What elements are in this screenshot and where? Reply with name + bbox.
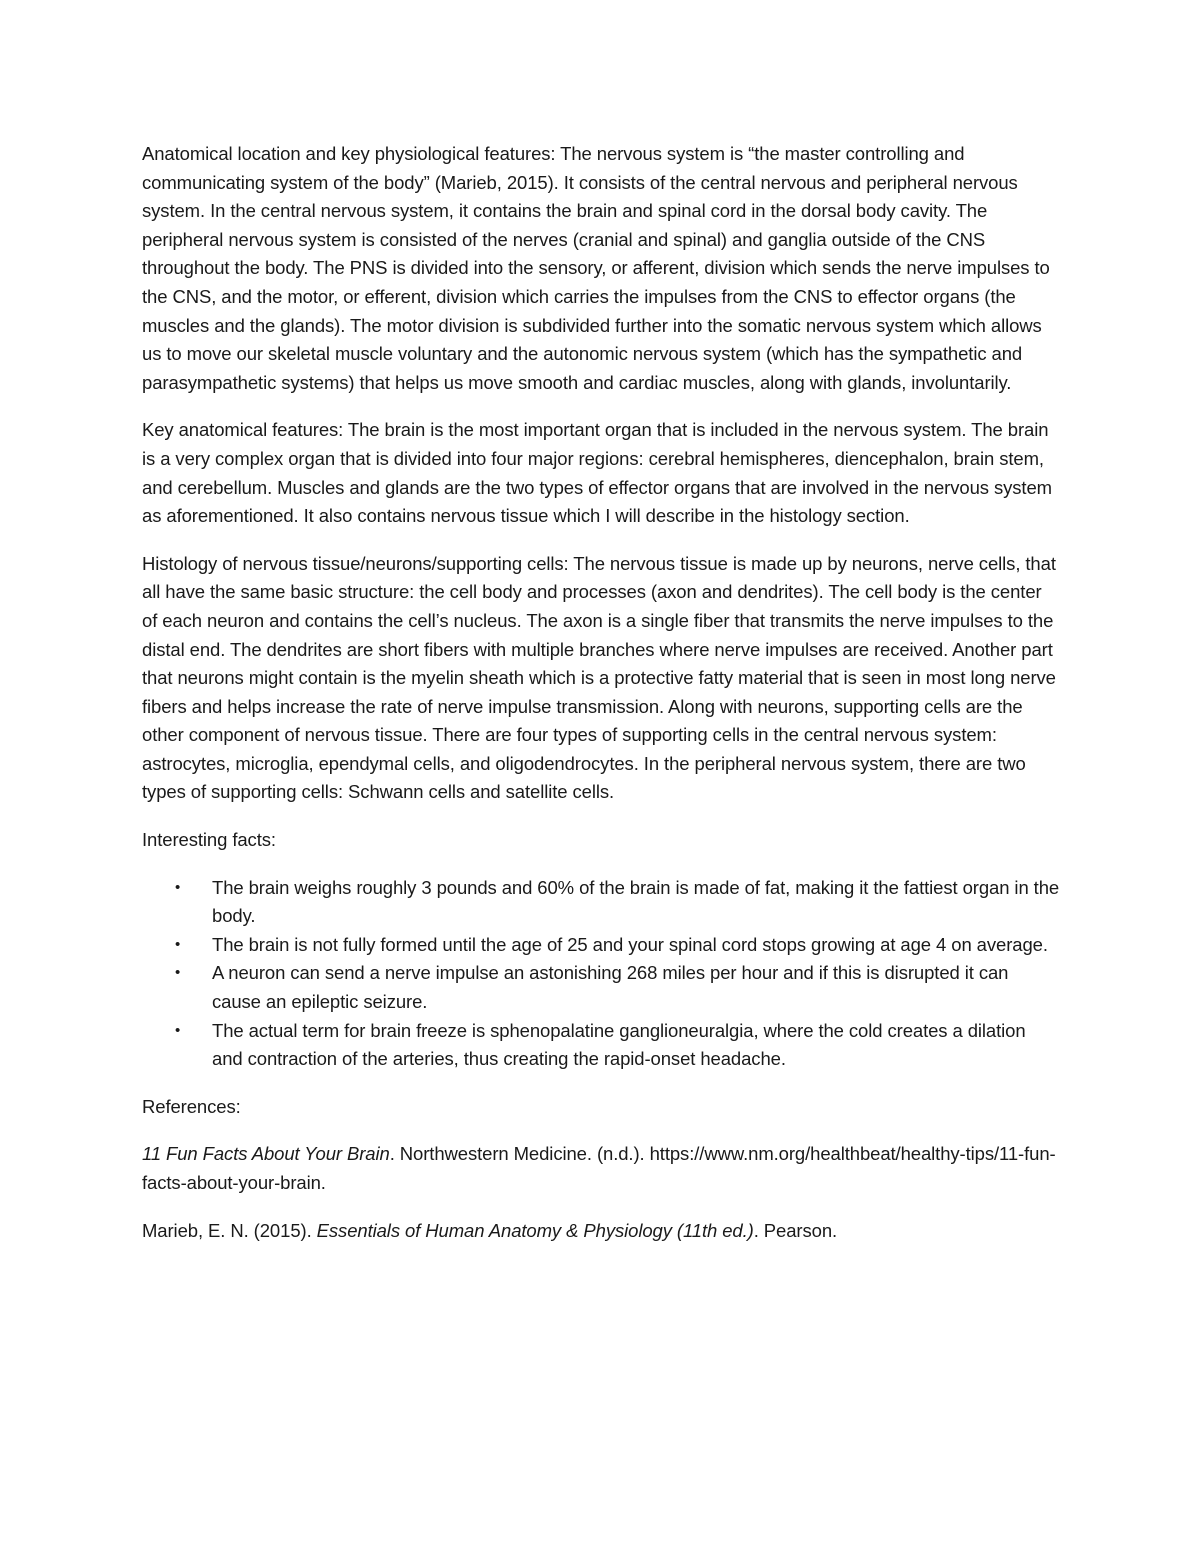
bullet-icon: •	[175, 878, 181, 896]
bullet-icon: •	[175, 1021, 181, 1039]
paragraph-key-anatomical-features: Key anatomical features: The brain is the most important organ that is included in the nervous system. The brain is a very complex organ that is divided into four major regions: cerebral hemispheres, diencephalon, brain stem, and cerebellum. Muscles and glands are the two types of effector organs that are involved in the nervous system as aforementioned. It also contains nervous tissue which I will describe in the histology section.	[142, 419, 1052, 527]
reference-entry-2	[142, 1217, 1060, 1246]
fact-text: A neuron can send a nerve impulse an astonishing 268 miles per hour and if this is disrupted it can cause an epileptic seizure.	[212, 962, 1009, 1013]
reference-1-details: . Northwestern Medicine. (n.d.). https://www.nm.org/healthbeat/healthy-tips/11-fun-facts-about-your-brain.	[142, 1143, 1056, 1193]
document-page	[142, 140, 1060, 1264]
reference-entry-1	[142, 1140, 1060, 1197]
fact-item	[142, 959, 1060, 1016]
fact-item	[142, 874, 1060, 931]
reference-2-details: . Pearson.	[753, 1219, 838, 1241]
facts-list	[142, 874, 1060, 1074]
fact-text: The actual term for brain freeze is sphenopalatine ganglioneuralgia, where the cold creates a dilation and contraction of the arteries, thus creating the rapid-onset headache.	[212, 1019, 1026, 1070]
bullet-icon: •	[175, 964, 181, 982]
paragraph-anatomical-location: Anatomical location and key physiological features: The nervous system is “the master controlling and communicating system of the body” (Marieb, 2015). It consists of the central nervous and peripheral nervous system. In the central nervous system, it contains the brain and spinal cord in the dorsal body cavity. The peripheral nervous system is consisted of the nerves (cranial and spinal) and ganglia outside of the CNS throughout the body. The PNS is divided into the sensory, or afferent, division which sends the nerve impulses to the CNS, and the motor, or efferent, division which carries the impulses from the CNS to effector organs (the muscles and the glands). The motor division is subdivided further into the somatic nervous system which allows us to move our skeletal muscle voluntary and the autonomic nervous system (which has the sympathetic and parasympathetic systems) that helps us move smooth and cardiac muscles, along with glands, involuntarily.	[142, 143, 1050, 393]
fact-item	[142, 1017, 1060, 1074]
paragraph-histology: Histology of nervous tissue/neurons/supporting cells: The nervous tissue is made up by neurons, nerve cells, that all have the same basic structure: the cell body and processes (axon and dendrites). The cell body is the center of each neuron and contains the cell’s nucleus. The axon is a single fiber that transmits the nerve impulses to the distal end. The dendrites are short fibers with multiple branches where nerve impulses are received. Another part that neurons might contain is the myelin sheath which is a protective fatty material that is seen in most long nerve fibers and helps increase the rate of nerve impulse transmission. Along with neurons, supporting cells are the other component of nervous tissue. There are four types of supporting cells in the central nervous system: astrocytes, microglia, ependymal cells, and oligodendrocytes. In the peripheral nervous system, there are two types of supporting cells: Schwann cells and satellite cells.	[142, 552, 1056, 803]
references-heading: References:	[142, 1095, 241, 1117]
reference-2-title: Essentials of Human Anatomy & Physiology (11th ed.)	[316, 1219, 754, 1241]
fact-text: The brain weighs roughly 3 pounds and 60% of the brain is made of fat, making it the fattiest organ in the body.	[212, 876, 1060, 927]
bullet-icon: •	[175, 935, 181, 953]
fact-text: The brain is not fully formed until the age of 25 and your spinal cord stops growing at age 4 on average.	[212, 933, 1048, 955]
reference-1-title: 11 Fun Facts About Your Brain	[142, 1143, 390, 1165]
facts-heading: Interesting facts:	[142, 829, 276, 851]
reference-2-author: Marieb, E. N. (2015).	[142, 1219, 317, 1241]
fact-item	[142, 931, 1060, 960]
